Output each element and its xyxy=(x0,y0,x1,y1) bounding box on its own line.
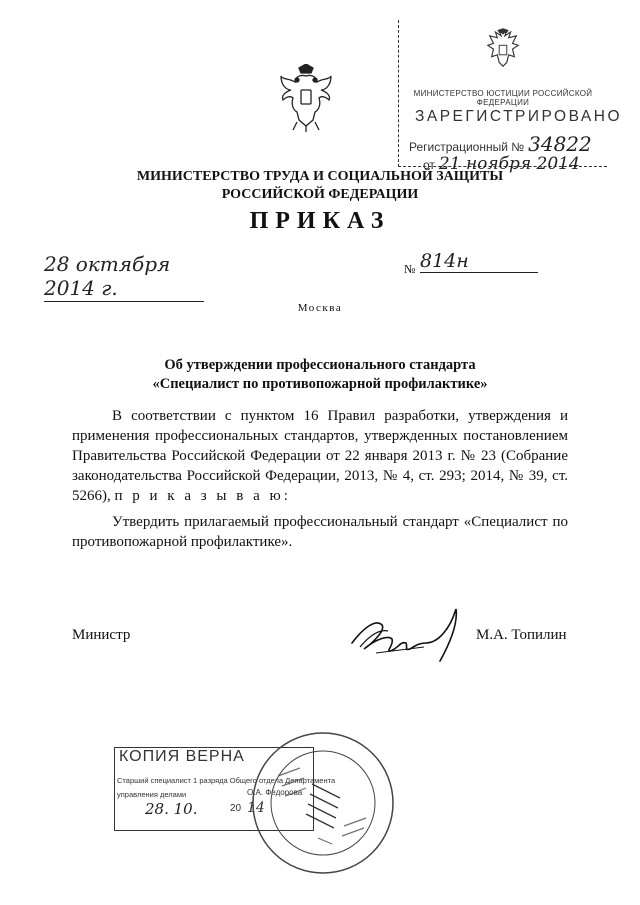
copy-stamp-title: КОПИЯ ВЕРНА xyxy=(119,748,245,765)
document-type: ПРИКАЗ xyxy=(249,208,391,234)
reg-date-prefix: от xyxy=(423,158,435,172)
stamp-status: ЗАРЕГИСТРИРОВАНО xyxy=(415,108,623,125)
copy-stamp-date: 28. 10. xyxy=(145,800,198,818)
document-heading xyxy=(0,356,640,394)
order-action: п р и к а з ы в а ю: xyxy=(114,488,291,504)
order-date: 28 октября 2014 г. xyxy=(44,252,204,302)
paragraph-2-text: Утвердить прилагаемый профессиональный стандарт «Специалист по противопожарной профилактике». xyxy=(72,514,568,550)
paragraph-1 xyxy=(72,406,568,506)
signatory-name: М.А. Топилин xyxy=(476,627,567,643)
ministry-line2: РОССИЙСКОЙ ФЕДЕРАЦИИ xyxy=(221,187,419,202)
coat-of-arms-icon xyxy=(277,64,335,134)
copy-stamp-year-suffix: 14 xyxy=(247,800,265,816)
handwritten-signature xyxy=(346,605,466,667)
reg-number-label: Регистрационный № xyxy=(409,140,525,154)
heading-line1: Об утверждении профессионального стандарта xyxy=(164,357,476,373)
reg-date-value: 21 ноября 2014 xyxy=(438,154,580,174)
copy-stamp-year-prefix: 20 xyxy=(230,803,242,814)
eagle-emblem-icon xyxy=(484,28,522,74)
department-seal-icon xyxy=(248,728,398,878)
copy-stamp-position: Старший специалист 1 разряда Общего отдела Департамента xyxy=(117,776,336,785)
city: Москва xyxy=(297,302,343,314)
order-number: 814н xyxy=(420,250,538,273)
ministry-title xyxy=(0,168,640,204)
copy-stamp-initials: О.А. Федорова xyxy=(247,788,303,797)
paragraph-1-text: В соответствии с пунктом 16 Правил разработки, утверждения и применения профессиональных стандартов, утвержденных постановлением Правительства Российской Федерации от 22 января 2013 г. № 23 (Собрание законодательства Российской Федерации, 2013, № 4, ст. 293; 2014, № 39, ст. 5266), xyxy=(72,408,568,504)
reg-number-value: 34822 xyxy=(528,132,592,156)
order-number-label: № xyxy=(404,262,416,276)
registration-stamp xyxy=(398,20,623,174)
copy-stamp-department: управления делами xyxy=(117,790,187,799)
paragraph-2 xyxy=(72,512,568,552)
signatory-position: Министр xyxy=(72,627,131,643)
heading-line2: «Специалист по противопожарной профилактике» xyxy=(152,376,488,392)
ministry-line1: МИНИСТЕРСТВО ТРУДА И СОЦИАЛЬНОЙ ЗАЩИТЫ xyxy=(136,169,504,184)
stamp-reg-number xyxy=(409,132,592,156)
stamp-ministry: МИНИСТЕРСТВО ЮСТИЦИИ РОССИЙСКОЙ ФЕДЕРАЦИИ xyxy=(413,89,593,107)
